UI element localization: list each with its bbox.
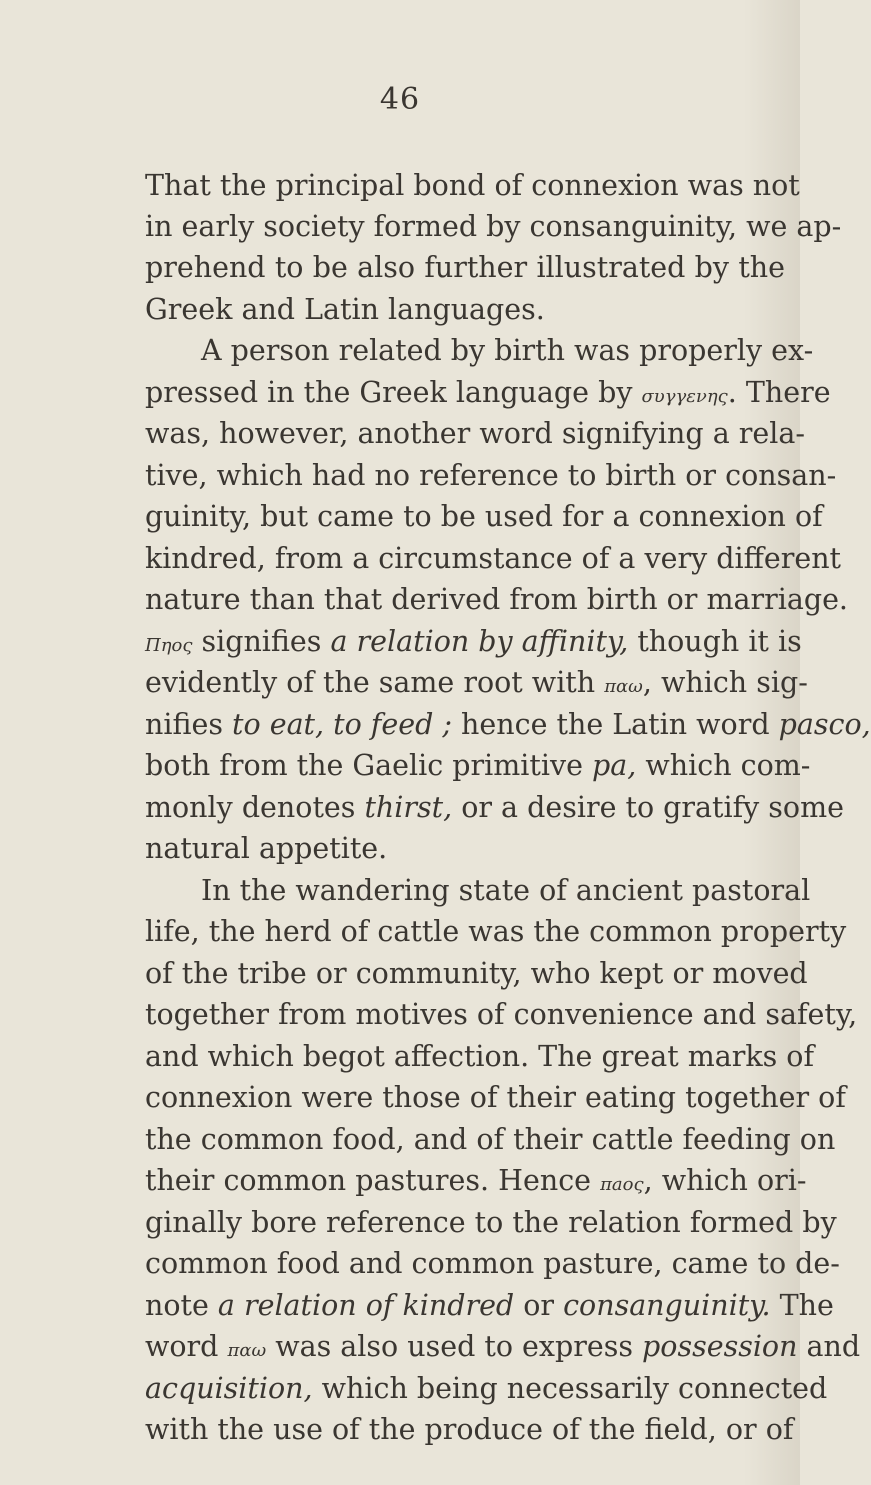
text-line — [201, 331, 814, 371]
text-line — [145, 912, 847, 952]
text-line — [145, 829, 785, 869]
text-line — [201, 871, 811, 911]
text-segment: thirst, — [364, 791, 453, 824]
text-line — [145, 1037, 815, 1077]
text-segment: word — [145, 1330, 228, 1363]
text-segment: hence the Latin word — [452, 708, 779, 741]
text-line — [145, 248, 785, 288]
text-segment: guinity, but came to be used for a connexion of — [145, 500, 823, 533]
text-segment: That the principal bond of connexion was not — [145, 169, 800, 202]
text-line — [145, 1120, 836, 1160]
text-line — [145, 1244, 840, 1284]
text-segment: in early society formed by consanguinity, we ap- — [145, 210, 842, 243]
text-segment: Greek and Latin languages. — [145, 293, 545, 326]
text-line — [145, 705, 871, 745]
text-segment: nature than that derived from birth or marriage. — [145, 583, 848, 616]
text-segment: together from motives of convenience and safety, — [145, 998, 858, 1031]
text-segment: pressed in the Greek language by — [145, 376, 642, 409]
text-segment: ginally bore reference to the relation formed by — [145, 1206, 837, 1239]
text-line — [145, 995, 858, 1035]
text-line — [145, 497, 823, 537]
text-segment: the common food, and of their cattle feeding on — [145, 1123, 836, 1156]
text-line — [145, 456, 837, 496]
text-segment: a relation of kindred — [217, 1289, 515, 1322]
text-segment: a relation by affinity, — [330, 625, 629, 658]
text-segment: or — [514, 1289, 564, 1322]
text-line — [145, 166, 800, 206]
text-segment: of the tribe or community, who kept or moved — [145, 957, 808, 990]
text-segment: παω — [604, 676, 643, 697]
text-line — [145, 746, 811, 786]
text-segment: or a desire to gratify some — [452, 791, 844, 824]
text-segment: συγγενης — [641, 386, 728, 407]
text-segment: pa, — [592, 749, 637, 782]
text-segment: In the wandering state of ancient pastoral — [201, 874, 811, 907]
text-segment: though it is — [628, 625, 802, 658]
text-line — [145, 1369, 828, 1409]
text-segment: and — [797, 1330, 861, 1363]
text-segment: The — [770, 1289, 834, 1322]
text-segment: monly denotes — [145, 791, 365, 824]
text-segment: prehend to be also further illustrated by the — [145, 251, 785, 284]
text-segment: note — [145, 1289, 218, 1322]
text-line — [145, 1410, 794, 1450]
text-line — [145, 290, 785, 330]
text-segment: with the use of the produce of the field, or of — [145, 1413, 794, 1446]
text-segment: . There — [727, 376, 831, 409]
text-segment: and which begot affection. The great marks of — [145, 1040, 815, 1073]
text-line — [145, 580, 848, 620]
text-segment: which com- — [636, 749, 811, 782]
text-line — [145, 1078, 846, 1118]
text-segment: both from the Gaelic primitive — [145, 749, 593, 782]
text-segment: life, the herd of cattle was the common property — [145, 915, 847, 948]
text-segment: pasco, — [778, 708, 871, 741]
text-segment: , which ori- — [643, 1164, 807, 1197]
text-segment: was, however, another word signifying a rela- — [145, 417, 805, 450]
text-line — [145, 207, 842, 247]
page-number: 46 — [379, 82, 421, 117]
text-line — [145, 1203, 837, 1243]
text-segment: Πηος — [145, 635, 193, 656]
text-segment: , which sig- — [642, 666, 808, 699]
text-segment: connexion were those of their eating together of — [145, 1081, 846, 1114]
text-segment: kindred, from a circumstance of a very different — [145, 542, 841, 575]
text-segment: to eat, to feed ; — [232, 708, 452, 741]
text-segment: their common pastures. Hence — [145, 1164, 601, 1197]
text-segment: signifies — [192, 625, 331, 658]
text-line — [145, 414, 805, 454]
text-segment: nifies — [145, 708, 233, 741]
text-segment: evidently of the same root with — [145, 666, 605, 699]
text-segment: possession — [642, 1330, 798, 1363]
text-line — [145, 539, 841, 579]
text-segment: acquisition, — [145, 1372, 313, 1405]
text-line — [145, 1327, 861, 1371]
text-segment: πaος — [600, 1174, 644, 1195]
text-segment: common food and common pasture, came to de- — [145, 1247, 840, 1280]
text-line — [145, 373, 831, 417]
text-segment: consanguinity. — [563, 1289, 771, 1322]
text-segment: which being necessarily connected — [312, 1372, 828, 1405]
text-line — [145, 622, 802, 666]
text-line — [145, 788, 844, 828]
text-line — [145, 954, 808, 994]
text-segment: natural appetite. — [145, 832, 388, 865]
text-line — [145, 1286, 834, 1326]
text-segment: A person related by birth was properly ex- — [201, 334, 814, 367]
text-line — [145, 1161, 807, 1205]
text-line — [145, 663, 808, 707]
text-segment: was also used to express — [266, 1330, 643, 1363]
text-segment: tive, which had no reference to birth or consan- — [145, 459, 837, 492]
text-segment: παω — [227, 1340, 267, 1361]
